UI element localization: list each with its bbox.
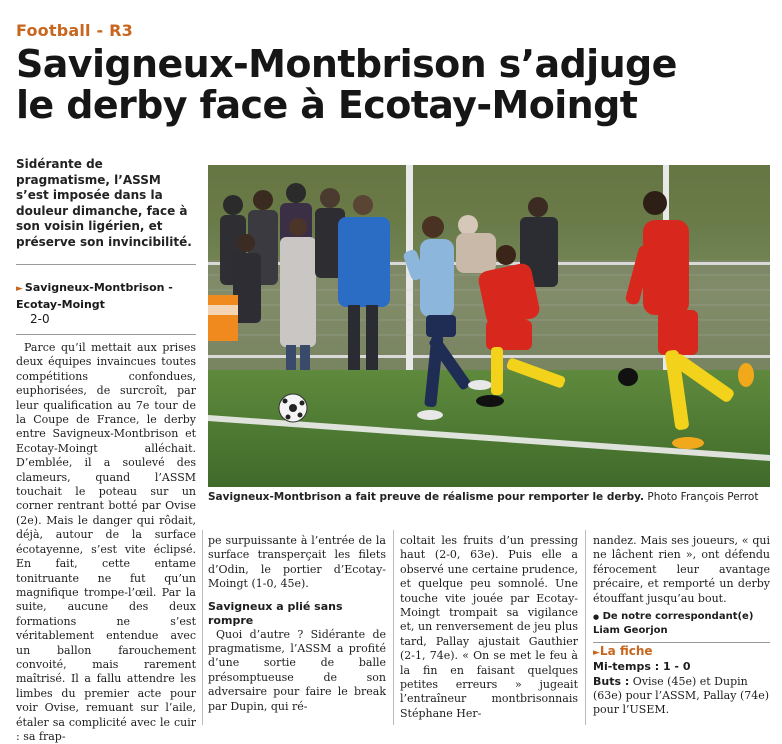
goals-label: Buts : [593,674,630,688]
divider [16,334,196,335]
article-column-2 [208,534,386,714]
divider [16,264,196,265]
score-result: 2-0 [30,312,50,326]
score-box [16,280,196,327]
headline-line-2: le derby face à Ecotay-Moingt [16,83,638,127]
subheading [208,600,386,628]
column-1-text: Parce qu’il mettait aux prises deux équipes invaincues toutes compétitions confondues, euphorisées, de surcroît, par leur qualification au 7e tour de la Coupe de France, le derby entre Savigneux-Montbrison et Ecotay-Moingt alléchait. D’emblée, il a soulevé des clameurs, quand l’ASSM touchait le poteau sur un corner rentrant botté par Ovise (2e). Mais le danger qui rôdait, déjà, autour de la surface écotayenne, s’est vite éclipsé. En fait, cette entame tonitruante ne fut qu’un magnifique trompe-l’œil. Par la suite, aucune des deux formations ne s’est véritablement entendue avec un ballon farouchement convoité, mais rarement maîtrisé. Il a fallu attendre les limbes du premier acte pour voir Ovise, remuant sur l’aile, étaler sa complicité avec le cuir : sa frap- [16,341,196,743]
fiche-box [593,642,770,718]
column-2-text-2: Quoi d’autre ? Sidérante de pragmatisme, l’ASSM a profité d’une sortie de balle présomptueuse de son adversaire pour faire le break par Dupin, qui ré- [208,627,386,713]
football-action-photo [208,165,770,487]
goals-info [593,675,770,718]
column-separator [393,530,394,725]
column-separator [202,530,203,725]
column-4-text: nandez. Mais ses joueurs, « qui ne lâchent rien », ont défendu férocement leur avantage précaire, et remporté un derby étouffant jusqu’au bout. [593,534,770,605]
article-lede: Sidérante de pragmatisme, l’ASSM s’est imposée dans la douleur dimanche, face à son voisin ligérien, et préserve son invincibilité. [16,157,192,249]
caption-text: Savigneux-Montbrison a fait preuve de réalisme pour remporter le derby. [208,491,645,503]
subheading-line-2: rompre [208,613,254,627]
column-separator [585,530,586,725]
article-column-4 [593,534,770,718]
column-3-text: coltait les fruits d’un pressing haut (2-0, 63e). Puis elle a observé une certaine prudence, et quelque peu somnolé. Une touche vite jouée par Ecotay-Moingt trompait sa vigilance et, un renversement de jeu plus tard, Pallay ajustait Gauthier (2-1, 74e). « On se met le feu à la fin en faisant quelques petites erreurs » jugeait l’entraîneur montbrisonnais Stéphane Her- [400,534,578,720]
section-kicker: Football - R3 [16,21,133,40]
halftime-score: Mi-temps : 1 - 0 [593,660,691,674]
bullet-icon: ● [593,613,600,622]
score-teams-1: Savigneux-Montbrison - [24,281,173,294]
goals-text: Ovise (45e) et Dupin (63e) pour l’ASSM, Pallay (74e) pour l’USEM. [593,674,770,717]
column-2-text: pe surpuissante à l’entrée de la surface transperçait les filets d’Odin, le portier d’Ecotay-Moingt (1-0, 45e). [208,534,386,591]
fiche-title: ►La fiche [593,643,653,658]
photo-caption [208,490,770,505]
subheading-line-1: Savigneux a plié sans [208,599,343,613]
article-column-3 [400,534,578,721]
headline-line-1: Savigneux-Montbrison s’adjuge [16,42,677,86]
match-photo [208,165,770,487]
photo-credit: Photo François Perrot [647,491,759,503]
triangle-marker-icon: ► [593,647,600,658]
correspondent-name: Liam Georjon [593,625,668,637]
score-teams-2: Ecotay-Moingt [16,298,105,311]
triangle-marker-icon: ► [16,284,23,294]
correspondent-block [593,610,770,639]
article-headline [16,44,776,126]
article-column-1 [16,341,196,744]
correspondent-label: ● De notre correspondant(e) [593,611,754,623]
